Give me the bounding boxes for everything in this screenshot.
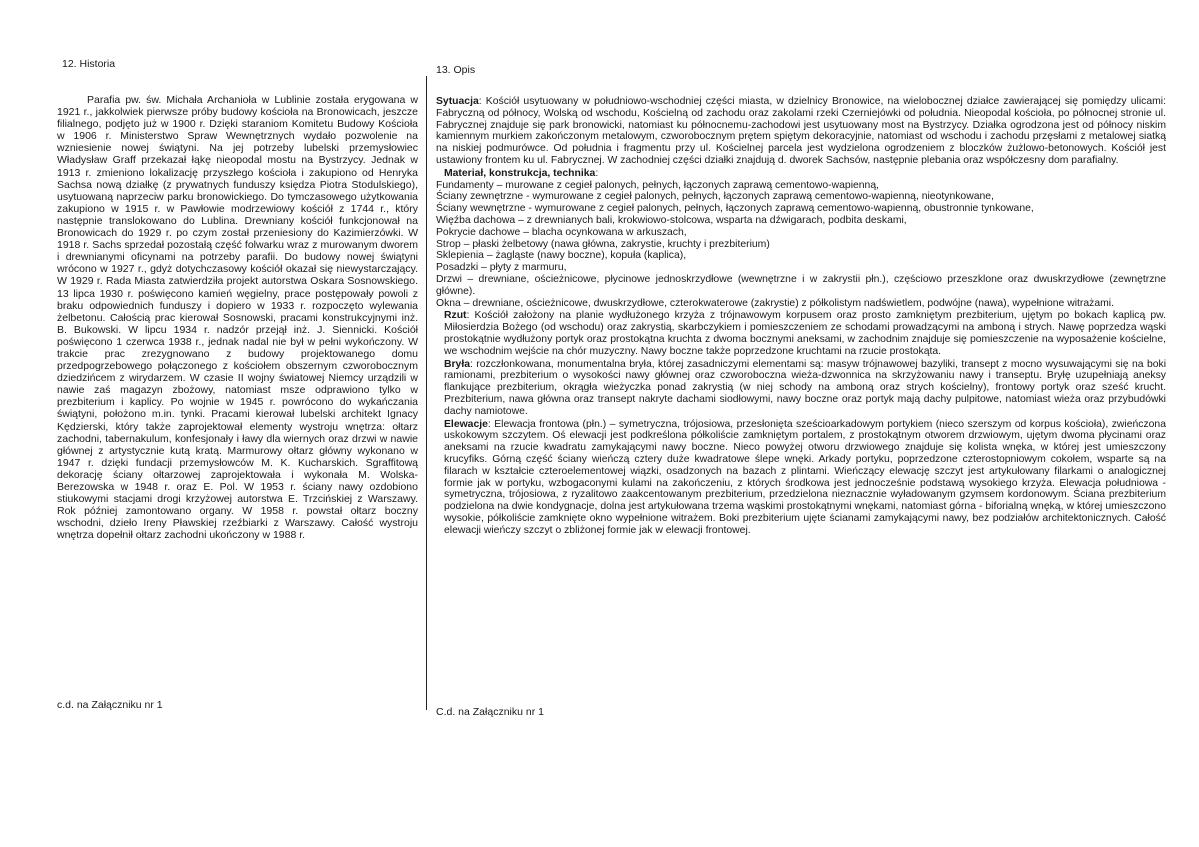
material-item: Sklepienia – żagląste (nawy boczne), kopuła (kaplica), <box>436 250 687 262</box>
historia-continuation-note: c.d. na Załączniku nr 1 <box>57 699 163 711</box>
material-item: Więźba dachowa – z drewnianych bali, krokwiowo-stolcowa, wsparta na dźwigarach, podbita deskami, <box>436 214 907 226</box>
opis-section <box>436 96 1166 536</box>
historia-text: Parafia pw. św. Michała Archanioła w Lublinie została erygowana w 1921 r., jakkolwiek pierwsze próby budowy kościoła na Bronowicach, jeszcze filialnego, podjęto już w 1900 r. Dzięki staraniom Komitetu Budowy Kościoła w 1906 r. Ministerstwo Spraw Wewnętrznych wydało pozwolenie na wzniesienie nowej świątyni. Na jej potrzeby lubelski przemysłowiec Władysław Graff przekazał łąkę nieopodal mostu na Bystrzycy. Jednak w 1913 r. zmieniono lokalizację przyszłego kościoła i zakupiono od Henryka Sachsa nową działkę (z prywatnych funduszy księdza Piotra Stodulskiego), usytuowaną naprzeciw parku bronowickiego. Do tymczasowego użytkowania zakupiono w 1915 r. w Pawłowie modrzewiowy kościół z 1744 r., który następnie translokowano do Lublina. Drewniany kościół funkcjonował na Bronowicach do 1929 r. po czym został przeniesiony do Kazimierzówki. W 1918 r. Sachs sprzedał pozostałą część folwarku wraz z murowanym dworem i drewnianymi oficynami na potrzeby parafii. Do budowy nowej świątyni wrócono w 1927 r., gdyż dotychczasowy kościół okazał się niewystarczający. W 1929 r. Rada Miasta zatwierdziła projekt autorstwa Oskara Sosnowskiego. 13 lipca 1930 r. poświęcono kamień węgielny, prace postępowały powoli z braku odpowiednich funduszy i dopiero w 1933 r. rozpoczęto wylewania żelbetonu. Całością prac kierował Sosnowski, pracami konstrukcyjnymi inż. B. Bukowski. W lipcu 1934 r. nadzór przejął inż. J. Siennicki. Kościół poświęcono 1 czerwca 1938 r., jednak nadal nie był w pełni wykończony. W trakcie prac zrezygnowano z budowy projektowanego domu przedpogrzebowego połączonego z kościołem obszernym czworobocznym dziedzińcem z wirydarzem. W czasie II wojny światowej Niemcy urządzili w nawie zaś magazyn zbożowy, natomiast msze odprawiono tylko w prezbiterium i kaplicy. Po wojnie w 1945 r. powrócono do wykańczania świątyni, położono m.in. tynki. Pracami kierował lubelski architekt Ignacy Kędzierski, który także zaprojektował elementy wystroju wnętrza: ołtarz zachodni, tabernakulum, konfesjonały i ławy dla wiernych oraz drzwi w nawie głównej z artystycznie kutą kratą. Marmurowy ołtarz główny wykonano w 1947 r. dzięki fundacji przemysłowców M. K. Kucharskich. Sgraffitową dekorację ściany ołtarzowej zaprojektowała i wykonała M. Wolska-Berezowska w 1948 r. oraz E. Pol. W 1953 r. ściany nawy ozdobiono stiukowymi stacjami drogi krzyżowej autorstwa E. Trzcińskiej z Warszawy. Rok później zamontowano organy. W 1958 r. powstał ołtarz boczny wschodni, dzieło Ireny Pławskiej rzeźbiarki z Warszawy. Całość wystroju wnętrza dopełnił ołtarz zachodni ukończony w 1988 r. <box>57 94 418 542</box>
elewacje-label: Elewacje <box>444 418 488 430</box>
elewacje-paragraph <box>436 419 1166 537</box>
material-item: Drzwi – drewniane, ościeżnicowe, płycinowe jednoskrzydłowe (wewnętrzne i w zakrystii płn.), częściowo przeszklone oraz dwuskrzydłowe (zewnętrzne główne). <box>436 273 1166 297</box>
opis-continuation-note: C.d. na Załączniku nr 1 <box>436 706 544 718</box>
sytuacja-label: Sytuacja <box>436 96 479 107</box>
sytuacja-paragraph <box>436 96 1166 167</box>
material-item: Okna – drewniane, ościeżnicowe, dwuskrzydłowe, czterokwaterowe (zakrystie) z półkolistym nadświetlem, podwójne (nawa), wypełnione witrażami. <box>436 297 1114 309</box>
column-divider <box>426 76 427 710</box>
bryla-text: : rozczłonkowana, monumentalna bryła, której zasadniczymi elementami są: masyw trójnawowej bazyliki, transept z mocno wysuwającymi się na boki ramionami, prezbiterium o wysokości nawy głównej oraz czworoboczna wieża-dzwonnica na skrzyżowaniu nawy i transeptu. Bryłę uzupełniają aneksy flankujące prezbiterium, okrągła wieżyczka ponad zakrystią (w niej schody na amboną oraz strych kościelny), frontowy portyk oraz sześć krucht. Prezbiterium, nawa główna oraz transept nakryte dachami siodłowymi, nawy boczne oraz portyk mają dachy pulpitowe, natomiast wieża oraz przybudówki dachy namiotowe. <box>444 358 1166 417</box>
material-list <box>436 180 1166 310</box>
material-item: Strop – płaski żelbetowy (nawa główna, zakrystie, kruchty i prezbiterium) <box>436 238 770 250</box>
rzut-text: : Kościół założony na planie wydłużonego krzyża z trójnawowym korpusem oraz prosto zamkniętym prezbiterium, ujętym po bokach kaplicą pw. Miłosierdzia Bożego (od wschodu) oraz zakrystią, skarbczykiem i pomieszczeniem ze schodami prowadzącymi na amboną i strych. Nawę poprzedza wąski prostokątnie wydłużony portyk oraz prostokątna kruchta z dwoma bocznymi aneksami, w zachodnim znajduje się pomieszczenie na wyposażenie kościelne, we wschodnim wejście na chór muzyczny. Nawy boczne także poprzedzone kruchtami na rzucie prostokąta. <box>444 310 1166 357</box>
rzut-paragraph <box>436 310 1166 357</box>
material-heading <box>436 168 1166 180</box>
rzut-label: Rzut <box>444 310 467 322</box>
material-label-suffix: : <box>595 167 599 179</box>
material-item: Posadzki – płyty z marmuru, <box>436 262 567 274</box>
bryla-paragraph <box>436 359 1166 418</box>
material-item: Pokrycie dachowe – blacha ocynkowana w arkuszach, <box>436 226 687 238</box>
material-item: Ściany zewnętrzne - wymurowane z cegieł palonych, pełnych, łączonych zaprawą cementowo-wapienną, nieotynkowane, <box>436 191 994 203</box>
material-item: Fundamenty – murowane z cegieł palonych, pełnych, łączonych zaprawą cementowo-wapienną, <box>436 179 880 191</box>
opis-title: 13. Opis <box>436 64 476 76</box>
historia-section <box>57 94 418 541</box>
sytuacja-text: : Kościół usytuowany w południowo-wschodniej części miasta, w dzielnicy Bronowice, na wielobocznej działce zawierającej się pomiędzy ulicami: Fabryczną od północy, Wolską od wschodu, Kościelną od zachodu oraz zakolami rzeki Czerniejówki od południa. Nieopodal kościoła, po północnej stronie ul. Fabrycznej znajduje się park bronowicki, natomiast ku północnemu-zachodowi jest usytuowany most na Bystrzycy. Działka ogrodzona jest od północy niskim kamiennym murkiem zakończonym metalowym, czworobocznym prętem spiętym dekoracyjnie, natomiast od wschodu i zachodu przęsłami z metalowej siatką na niskiej podmurówce. Od południa i fragmentu przy ul. Kościelnej parcela jest wydzielona ogrodzeniem z bloczków żużlowo-betonowych. Kościół jest ustawiony frontem ku ul. Fabrycznej. W zachodniej części działki znajdują d. dworek Sachsów, następnie plebania oraz współczesny dom parafialny. <box>436 96 1166 166</box>
bryla-label: Bryła <box>444 358 470 370</box>
material-label: Materiał, konstrukcja, technika <box>444 167 596 179</box>
historia-title: 12. Historia <box>62 58 116 70</box>
material-item: Ściany wewnętrzne - wymurowane z cegieł palonych, pełnych, łączonych zaprawą cementowo-wapienną, obustronnie tynkowane, <box>436 203 1034 215</box>
elewacje-text: : Elewacja frontowa (płn.) – symetryczna, trójosiowa, przesłonięta sześcioarkadowym portykiem (nieco szerszym od korpus kościoła), zwieńczona uskokowym szczytem. Oś elewacji jest podkreślona półkoliście zamkniętym portalem, z prostokątnym otworem drzwiowym, ujętym dwoma płycinami oraz aneksami na rzucie kwadratu zamykającymi nawy boczne. Nieco powyżej otworu drzwiowego znajduje się kolista wnęka, w której jest umieszczony krucyfiks. Górną część ściany wieńczą cztery duże kwadratowe ślepe wnęki. Arkady portyku, poprzedzone czterostopniowym cokołem, wsparte są na filarach w kształcie czteroelementowej wiązki, osadzonych na bazach z plintami. Wieńczący elewację szczyt jest artykułowany filarkami o analogicznej formie jak w portyku, wzbogaconymi kulami na zakończeniu, z których środkowa jest jednocześnie podstawą wysokiego krzyża. Elewacja południowa - symetryczna, trójosiowa, z ryzalitowo zaakcentowanym prezbiterium, przedzielona nieznacznie wyładowanym gzymsem kordonowym. Ściana prezbiterium podzielona na dwie kondygnacje, dolna jest artykułowana trzema wąskimi prostokątnymi wnękami, natomiast górna - biforialną wnęką, w której umieszczono wysokie, półkoliście zamknięte okno wypełnione witrażem. Boki prezbiterium ujęte ścianami zamykającymi nawy, bez podziałów architektonicznych. Całość elewacji wieńczy szczyt o zbliżonej formie jak w elewacji frontowej. <box>444 418 1166 536</box>
